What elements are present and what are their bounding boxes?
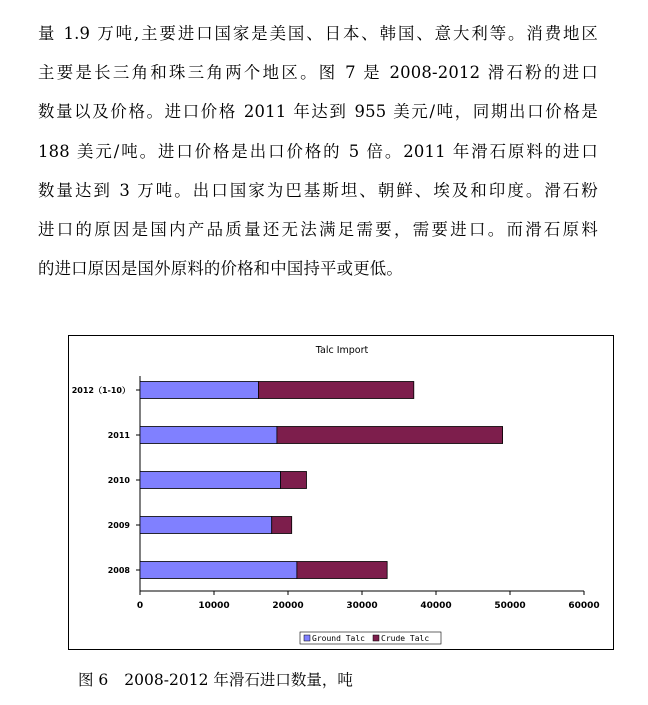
paragraph-line: 188 美元/吨。进口价格是出口价格的 5 倍。2011 年滑石原料的进口 bbox=[38, 141, 598, 161]
bar-crude-talc-2 bbox=[281, 472, 307, 489]
bar-crude-talc-0 bbox=[258, 382, 413, 399]
y-tick-label: 2009 bbox=[107, 521, 130, 530]
figure-caption bbox=[78, 668, 353, 690]
bar-ground-talc-3 bbox=[140, 517, 272, 534]
bar-ground-talc-2 bbox=[140, 472, 281, 489]
x-tick-label: 30000 bbox=[346, 601, 378, 611]
bar-crude-talc-4 bbox=[297, 562, 387, 579]
x-tick-label: 60000 bbox=[568, 601, 600, 611]
legend-swatch bbox=[373, 635, 379, 641]
x-tick-label: 10000 bbox=[198, 601, 230, 611]
paragraph-line: 数量达到 3 万吨。出口国家为巴基斯坦、朝鲜、埃及和印度。滑石粉 bbox=[38, 180, 598, 200]
legend-label: Crude Talc bbox=[381, 634, 430, 643]
x-tick-label: 40000 bbox=[420, 601, 452, 611]
paragraph-line: 进口的原因是国内产品质量还无法满足需要，需要进口。而滑石原料 bbox=[38, 219, 598, 239]
paragraph-line: 量 1.9 万吨,主要进口国家是美国、日本、韩国、意大利等。消费地区 bbox=[38, 24, 598, 43]
paragraph-line: 主要是长三角和珠三角两个地区。图 7 是 2008-2012 滑石粉的进口 bbox=[38, 63, 598, 83]
bar-ground-talc-1 bbox=[140, 427, 277, 444]
legend-swatch bbox=[304, 635, 310, 641]
x-tick-label: 0 bbox=[136, 601, 144, 611]
paragraph-line: 数量以及价格。进口价格 2011 年达到 955 美元/吨，同期出口价格是 bbox=[38, 102, 598, 122]
bar-crude-talc-1 bbox=[277, 427, 503, 444]
y-tick-label: 2011 bbox=[107, 431, 130, 440]
y-tick-label: 2008 bbox=[107, 566, 130, 575]
talc-import-chart bbox=[68, 335, 614, 650]
chart-title: Talc Import bbox=[315, 345, 369, 356]
legend-label: Ground Talc bbox=[312, 634, 365, 643]
bar-crude-talc-3 bbox=[272, 517, 292, 534]
body-paragraph bbox=[38, 14, 598, 288]
y-tick-label: 2012（1-10） bbox=[71, 386, 130, 395]
bar-ground-talc-0 bbox=[140, 382, 258, 399]
bar-ground-talc-4 bbox=[140, 562, 297, 579]
figure-caption-text: 2008-2012 年滑石进口数量，吨 bbox=[124, 671, 353, 689]
paragraph-line: 的进口原因是国外原料的价格和中国持平或更低。 bbox=[38, 259, 403, 279]
x-tick-label: 20000 bbox=[272, 601, 304, 611]
y-tick-label: 2010 bbox=[107, 476, 130, 485]
x-tick-label: 50000 bbox=[494, 601, 526, 611]
figure-label: 图 6 bbox=[78, 671, 109, 689]
chart-svg bbox=[69, 336, 615, 651]
